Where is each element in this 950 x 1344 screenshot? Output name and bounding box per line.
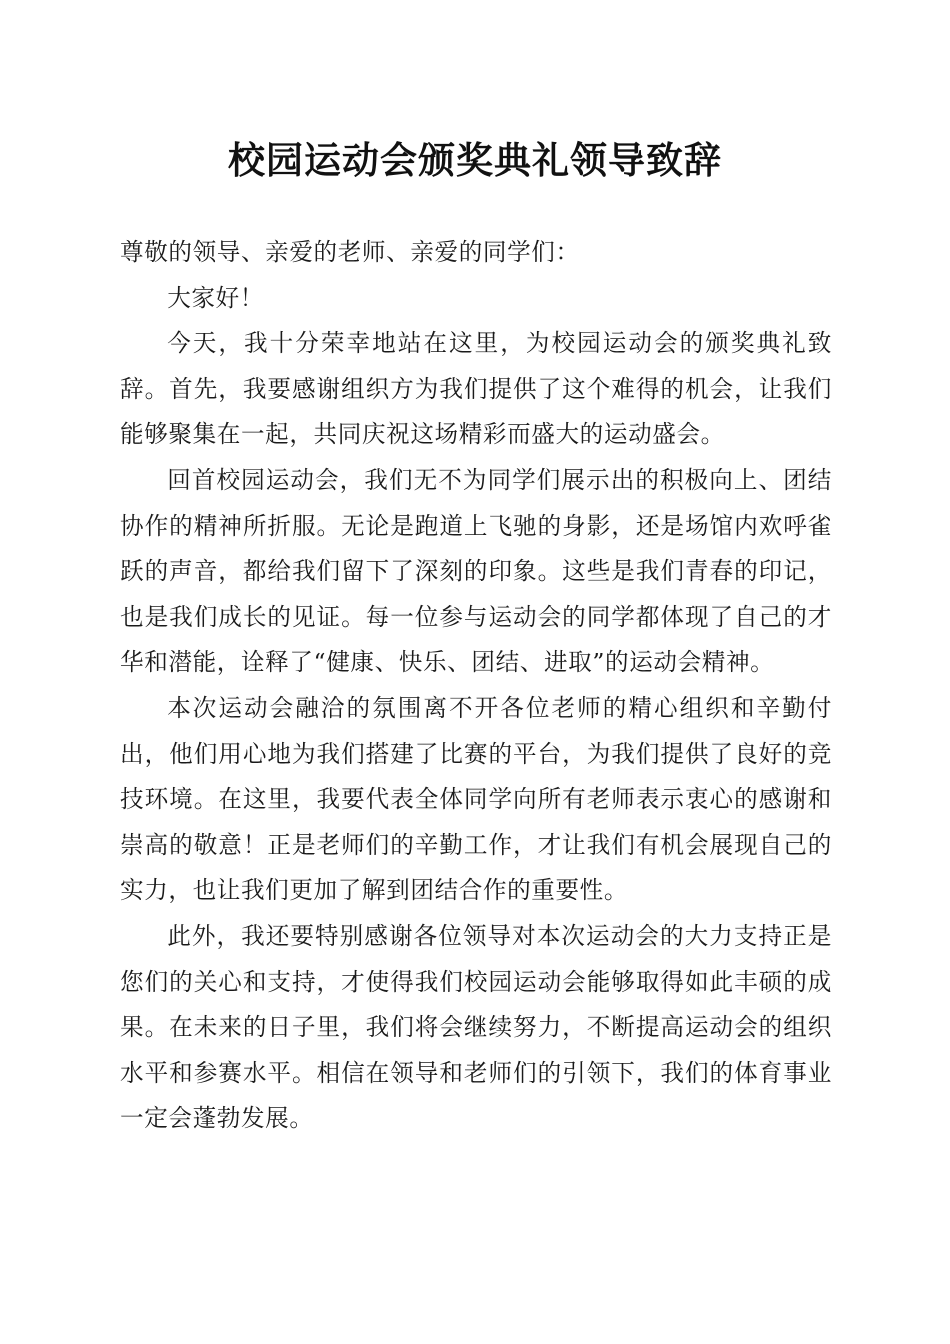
document-body — [120, 230, 832, 1142]
paragraph-greeting: 大家好！ — [167, 283, 264, 312]
paragraph-thanks-teachers: 本次运动会融洽的氛围离不开各位老师的精心组织和辛勤付出，他们用心地为我们搭建了比赛的平台，为我们提供了良好的竞技环境。在这里，我要代表全体同学向所有老师表示衷心的感谢和崇高的敬意！正是老师们的辛勤工作，才让我们有机会展现自己的实力，也让我们更加了解到团结合作的重要性。 — [120, 693, 832, 905]
salutation: 尊敬的领导、亲爱的老师、亲爱的同学们： — [120, 238, 580, 266]
paragraph-opening: 今天，我十分荣幸地站在这里，为校园运动会的颁奖典礼致辞。首先，我要感谢组织方为我们提供了这个难得的机会，让我们能够聚集在一起，共同庆祝这场精彩而盛大的运动盛会。 — [120, 329, 832, 449]
paragraph-review: 回首校园运动会，我们无不为同学们展示出的积极向上、团结协作的精神所折服。无论是跑道上飞驰的身影，还是场馆内欢呼雀跃的声音，都给我们留下了深刻的印象。这些是我们青春的印记，也是我们成长的见证。每一位参与运动会的同学都体现了自己的才华和潜能，诠释了“健康、快乐、团结、进取”的运动会精神。 — [120, 465, 832, 677]
document-title: 校园运动会颁奖典礼领导致辞 — [228, 138, 722, 182]
paragraph-thanks-leaders: 此外，我还要特别感谢各位领导对本次运动会的大力支持正是您们的关心和支持，才使得我们校园运动会能够取得如此丰硕的成果。在未来的日子里，我们将会继续努力，不断提高运动会的组织水平和参赛水平。相信在领导和老师们的引领下，我们的体育事业一定会蓬勃发展。 — [120, 921, 832, 1133]
